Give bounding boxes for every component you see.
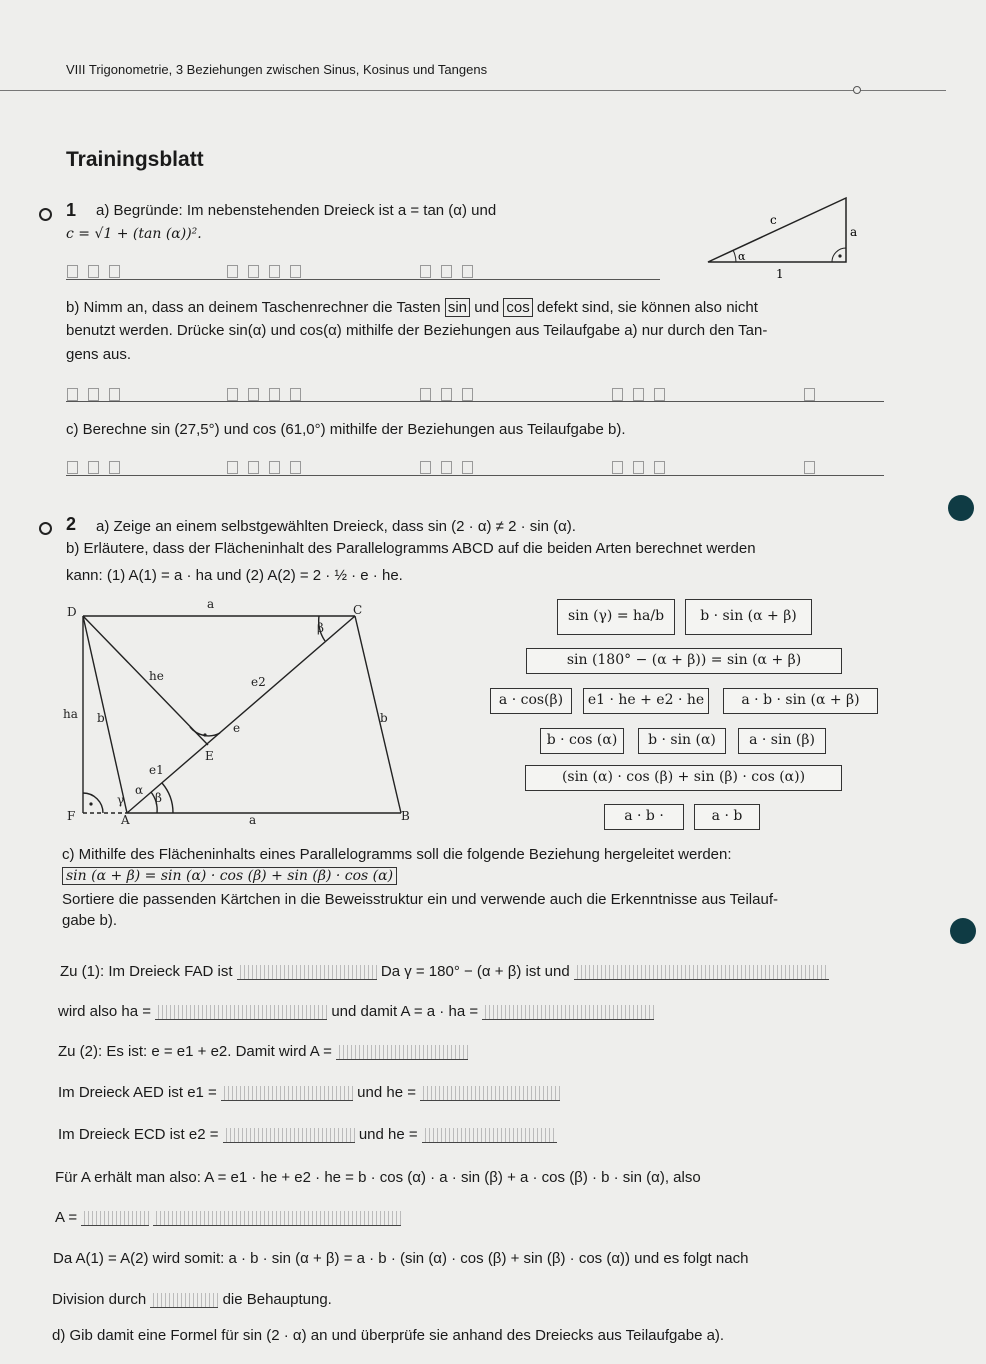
triangle-label-a: a [850,225,858,239]
proof-l9-post: die Behauptung. [222,1291,332,1308]
angle-alpha: α [135,783,144,797]
header-rule [0,90,946,91]
task2-number: 2 [66,514,77,534]
angle-beta-top: β [317,621,324,635]
proof-l1-pre: Zu (1): Im Dreieck FAD ist [60,963,233,980]
cos-key: cos [503,298,532,317]
triangle-label-one: 1 [776,267,784,280]
task2c-line1: c) Mithilfe des Flächeninhalts eines Parallelogramms soll die folgende Beziehung hergeleitet werden: [62,846,732,863]
proof-blank-8[interactable] [223,1128,355,1143]
card-a-b-dot[interactable]: a · b · [604,804,684,830]
card-b-cos-alpha[interactable]: b · cos (α) [540,728,624,754]
task1-number: 1 [66,200,77,220]
vertex-label-E: E [205,749,214,763]
triangle-label-c: c [770,213,777,227]
side-label-a-top: a [207,597,215,611]
proof-blank-2[interactable] [574,965,829,980]
card-sin-gamma[interactable]: sin (γ) = ha/b [557,599,675,635]
card-addition-sum[interactable]: (sin (α) · cos (β) + sin (β) · cos (α)) [525,765,842,791]
proof-line-2 [58,1003,654,1020]
proof-line-8: Da A(1) = A(2) wird somit: a · b · sin (α + β) = a · b · (sin (α) · cos (β) + sin (β) · cos (α)) und es folgt nach [53,1250,749,1267]
proof-blank-11[interactable] [153,1211,401,1226]
card-b-sin-alpha[interactable]: b · sin (α) [638,728,726,754]
proof-blank-6[interactable] [221,1086,353,1101]
task1b-line1-post: defekt sind, sie können also nicht [536,299,758,316]
side-label-a-bottom: a [249,813,257,827]
proof-line-3 [58,1043,468,1060]
answer-boxes-1b [62,388,820,406]
proof-line-1 [60,963,829,980]
task2c-formula: sin (α + β) = sin (α) · cos (β) + sin (β) · cos (α) [62,867,397,885]
task2d-line: d) Gib damit eine Formel für sin (2 · α) an und überprüfe sie anhand des Dreiecks aus Teilaufgabe a). [52,1327,725,1344]
label-e2: e2 [251,675,266,689]
answer-boxes-1c [62,461,820,479]
difficulty-dot-icon [948,495,974,521]
label-b-left: b [97,711,105,725]
task2b-line2: kann: (1) A(1) = a · ha und (2) A(2) = 2 · ½ · e · he. [66,567,403,584]
angle-gamma: γ [117,793,125,807]
header-rule-marker [853,86,861,94]
proof-line-4 [58,1084,560,1101]
task2c-line3: gabe b). [62,912,118,929]
task1a-line1: a) Begründe: Im nebenstehenden Dreieck ist a = tan (α) und [96,202,497,219]
task2a-line: a) Zeige an einem selbstgewählten Dreieck, dass sin (2 · α) ≠ 2 · sin (α). [96,518,576,535]
vertex-label-C: C [353,603,363,617]
task1b-line3: gens aus. [66,346,132,363]
proof-blank-12[interactable] [150,1293,218,1308]
proof-l4-pre: Im Dreieck AED ist e1 = [58,1084,217,1101]
card-a-b[interactable]: a · b [694,804,760,830]
parallelogram-figure [55,596,430,828]
label-e: e [233,721,241,735]
card-e1he-e2he[interactable]: e1 · he + e2 · he [583,688,709,714]
task2-bullet-icon [39,522,52,535]
proof-l9-pre: Division durch [52,1291,147,1308]
task2c-line2: Sortiere die passenden Kärtchen in die Beweisstruktur ein und verwende auch die Erkenntnisse aus Teilauf- [62,891,778,908]
proof-l5-pre: Im Dreieck ECD ist e2 = [58,1126,219,1143]
task1-triangle [700,190,870,280]
proof-line-6: Für A erhält man also: A = e1 · he + e2 · he = b · cos (α) · a · sin (β) + a · cos (β) · b · sin (α), also [55,1169,701,1186]
task2b-line1: b) Erläutere, dass der Flächeninhalt des Parallelogramms ABCD auf die beiden Arten berechnet werden [66,540,756,557]
proof-l4-mid: und he = [357,1084,416,1101]
task1c-line: c) Berechne sin (27,5°) und cos (61,0°) mithilfe der Beziehungen aus Teilaufgabe b). [66,421,626,438]
task1b-line1-pre: b) Nimm an, dass an deinem Taschenrechner die Tasten [66,299,441,316]
label-b-right: b [380,711,388,725]
proof-l3-pre: Zu (2): Es ist: e = e1 + e2. Damit wird A = [58,1043,332,1060]
proof-blank-3[interactable] [155,1005,327,1020]
proof-l1-mid: Da γ = 180° − (α + β) ist und [380,963,570,980]
proof-blank-7[interactable] [420,1086,560,1101]
card-ab-sin-alpha-beta[interactable]: a · b · sin (α + β) [723,688,878,714]
proof-l2-pre: wird also ha = [58,1003,151,1020]
vertex-label-B: B [401,809,410,823]
vertex-label-D: D [67,605,77,619]
label-he: he [149,669,164,683]
proof-blank-10[interactable] [81,1211,149,1226]
proof-blank-5[interactable] [336,1045,468,1060]
triangle-label-alpha: α [738,250,746,263]
vertex-label-A: A [121,813,130,827]
label-ha: ha [63,707,78,721]
card-a-sin-beta[interactable]: a · sin (β) [738,728,826,754]
card-b-sin-alpha-beta[interactable]: b · sin (α + β) [685,599,812,635]
task1b-line1 [66,299,758,316]
difficulty-dot-icon-2 [950,918,976,944]
task1a-line2: c = √1 + (tan (α))². [66,226,202,242]
proof-l2-mid: und damit A = a · ha = [331,1003,479,1020]
label-e1: e1 [149,763,164,777]
proof-blank-9[interactable] [422,1128,557,1143]
sin-key: sin [445,298,470,317]
proof-l5-mid: und he = [358,1126,418,1143]
page-title: Trainingsblatt [66,148,204,171]
card-a-cos-beta[interactable]: a · cos(β) [490,688,572,714]
proof-blank-1[interactable] [237,965,377,980]
answer-boxes-1a [62,265,478,283]
card-sin-180[interactable]: sin (180° − (α + β)) = sin (α + β) [526,648,842,674]
vertex-label-F: F [67,809,76,823]
task1-bullet-icon [39,208,52,221]
proof-line-5 [58,1126,557,1143]
chapter-header: VIII Trigonometrie, 3 Beziehungen zwischen Sinus, Kosinus und Tangens [66,62,488,77]
proof-line-9 [52,1291,332,1308]
proof-l7-pre: A = [55,1209,78,1226]
task1b-line1-mid: und [474,299,500,316]
proof-line-7 [55,1209,401,1226]
task1b-line2: benutzt werden. Drücke sin(α) und cos(α) mithilfe der Beziehungen aus Teilaufgabe a) nur durch den Tan- [66,322,768,339]
angle-beta-low: β [155,791,162,805]
proof-blank-4[interactable] [482,1005,654,1020]
